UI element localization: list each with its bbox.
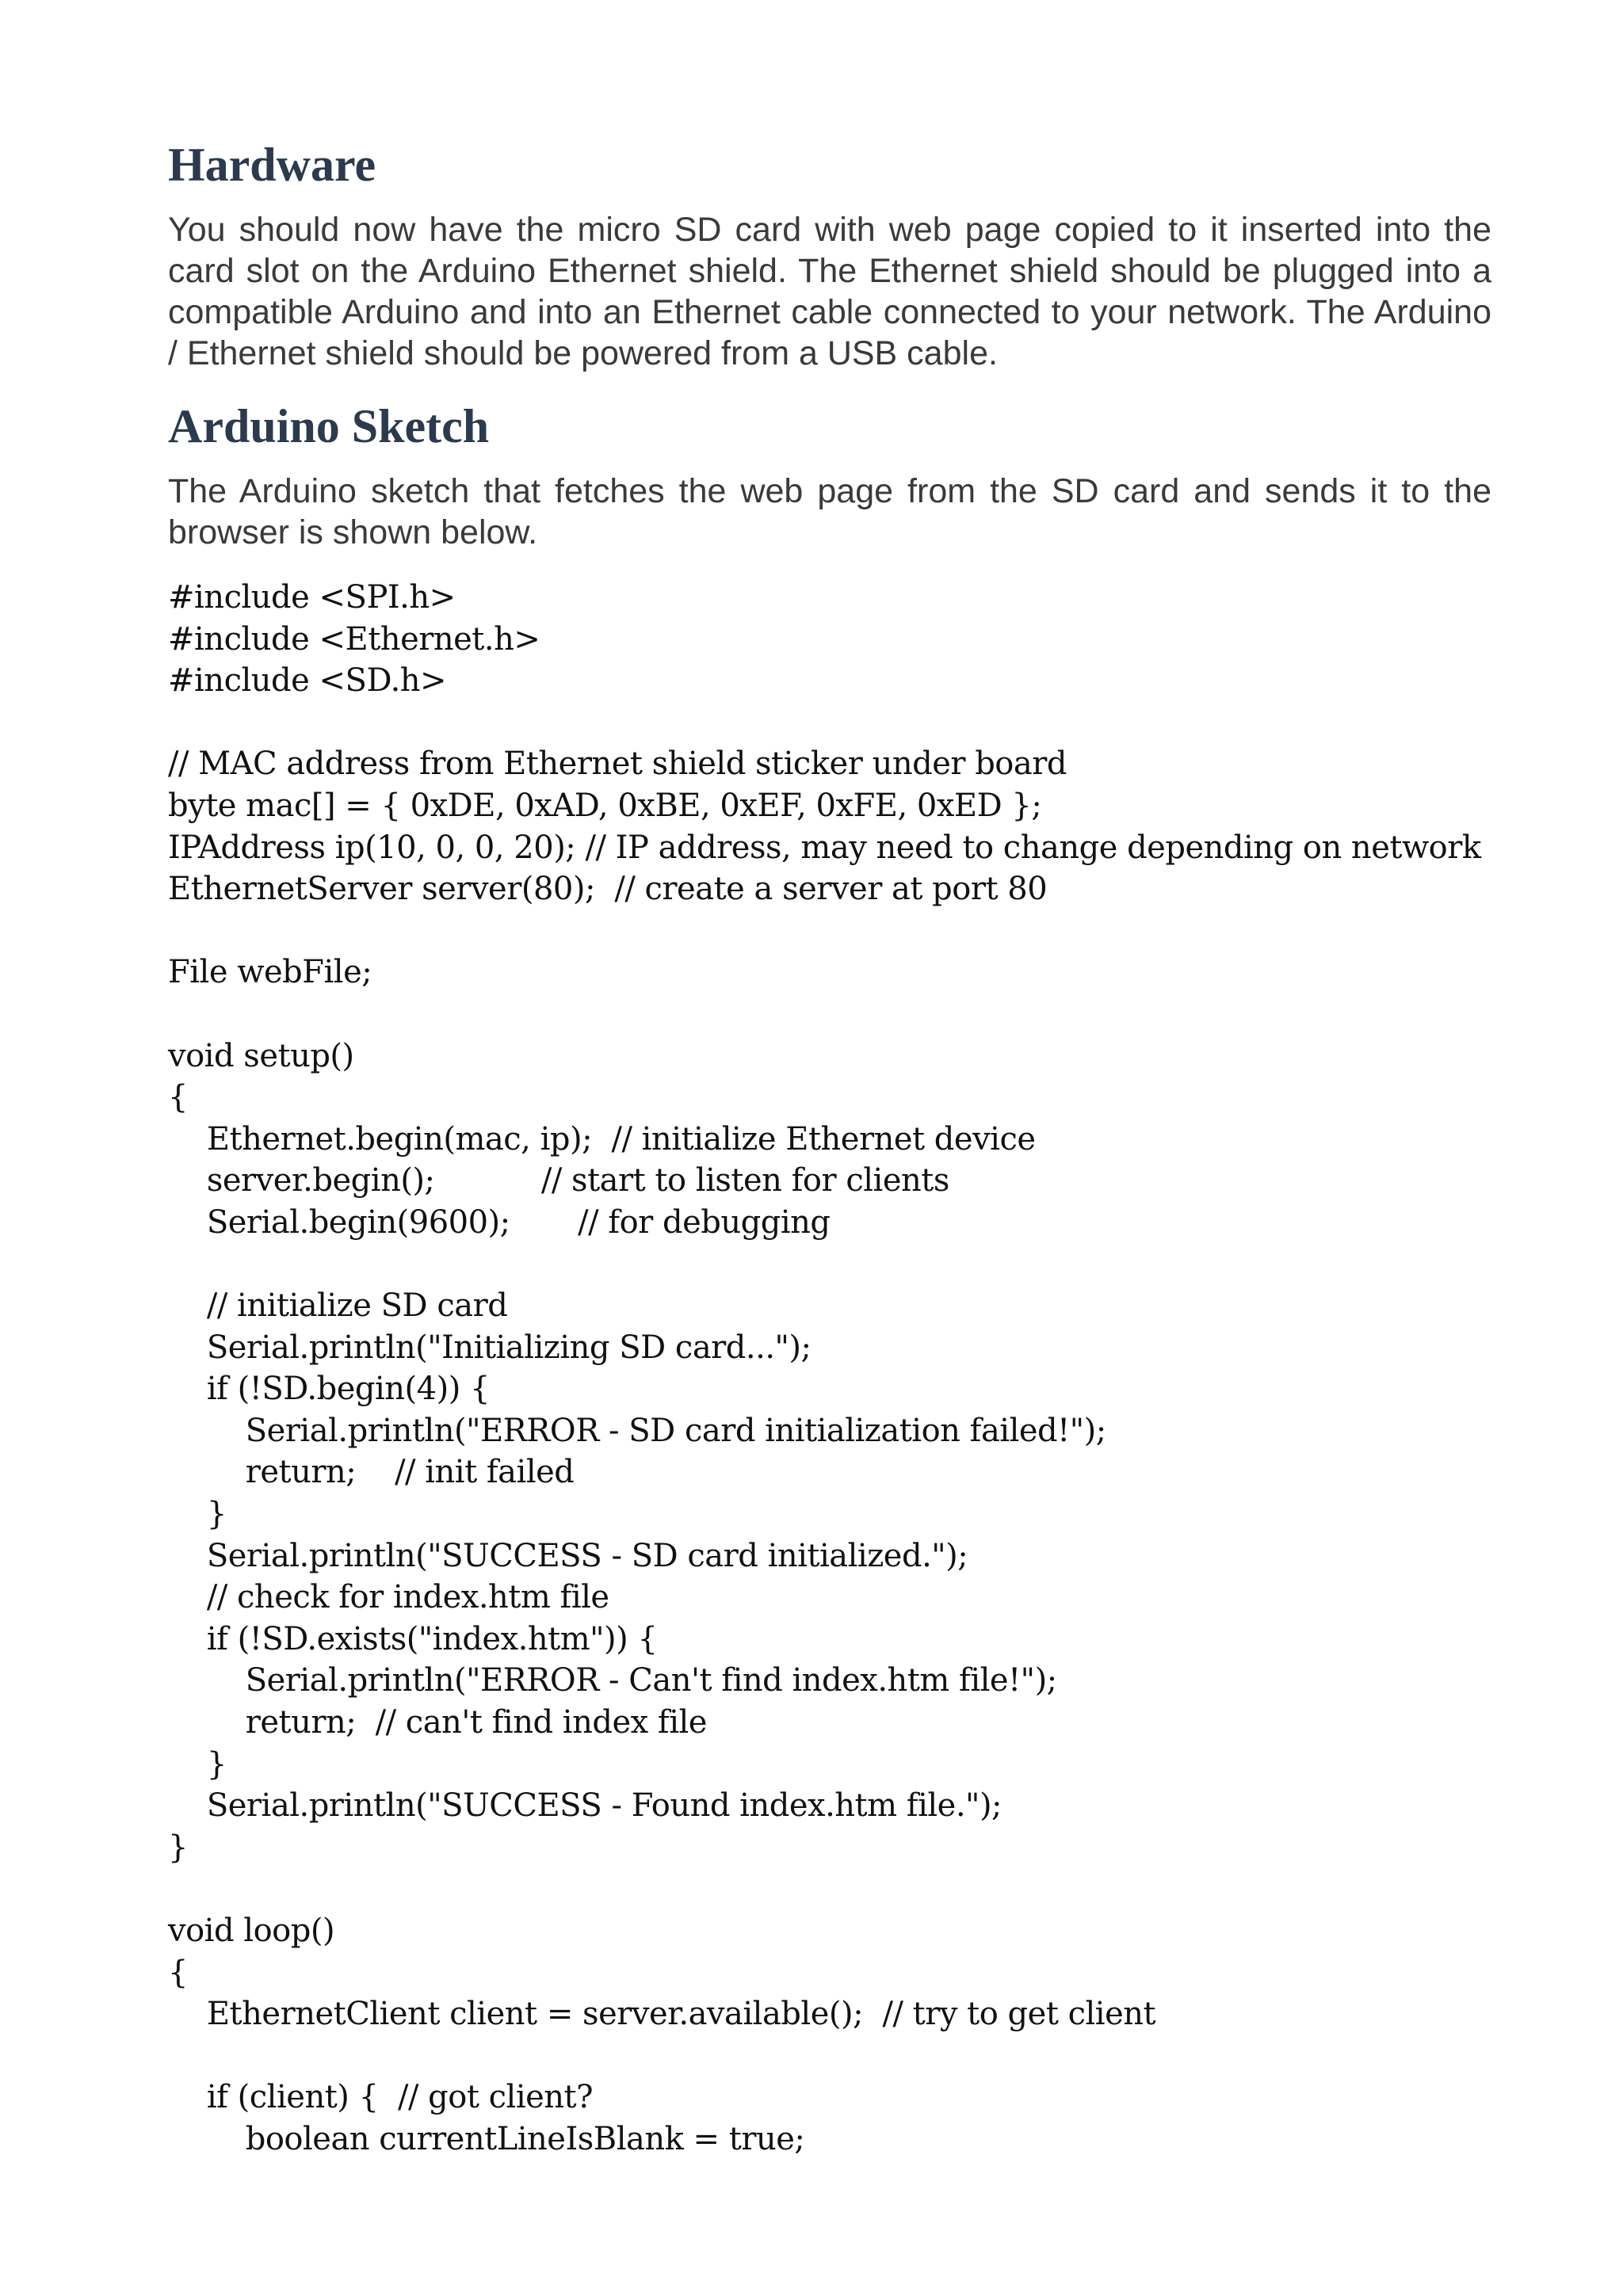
code-line: EthernetServer server(80); // create a server at port 80 xyxy=(168,871,1048,908)
heading-hardware: Hardware xyxy=(168,139,376,191)
code-line: void loop() xyxy=(168,1913,335,1949)
heading-arduino-sketch: Arduino Sketch xyxy=(168,400,490,452)
code-line: IPAddress ip(10, 0, 0, 20); // IP address, may need to change depending on network xyxy=(168,829,1481,866)
code-line: // MAC address from Ethernet shield sticker under board xyxy=(168,746,1067,783)
paragraph-sketch: The Arduino sketch that fetches the web page from the SD card and sends it to the browser is shown below. xyxy=(168,472,1491,551)
code-line xyxy=(168,2035,1594,2077)
code-line: #include <SD.h> xyxy=(168,662,447,700)
code-line xyxy=(168,994,1594,1035)
code-line: byte mac[] = { 0xDE, 0xAD, 0xBE, 0xEF, 0xFE, 0xED }; xyxy=(168,787,1042,824)
code-line: void setup() xyxy=(168,1037,354,1074)
code-line xyxy=(168,1244,1594,1286)
paragraph-hardware: You should now have the micro SD card with web page copied to it inserted into the card slot on the Arduino Ethernet shield. The Ethernet shield should be plugged into a compatible Arduino and into an Ethernet cable connected to your network. The Arduino / Ethernet shield should be powered from a USB cable. xyxy=(168,211,1491,372)
code-line: if (!SD.begin(4)) { xyxy=(168,1371,490,1408)
code-line: { xyxy=(168,1954,188,1991)
code-line: { xyxy=(168,1079,188,1116)
code-line: EthernetClient client = server.available(); // try to get client xyxy=(168,1996,1156,2033)
code-line: if (!SD.exists("index.htm")) { xyxy=(168,1620,658,1657)
code-line: Ethernet.begin(mac, ip); // initialize Ethernet device xyxy=(168,1120,1036,1158)
code-line: #include <SPI.h> xyxy=(168,579,456,616)
code-line xyxy=(168,910,1594,952)
code-line: // initialize SD card xyxy=(168,1287,508,1325)
code-line: Serial.println("ERROR - Can't find index.htm file!"); xyxy=(168,1662,1057,1699)
code-line xyxy=(168,702,1594,744)
code-line: server.begin(); // start to listen for clients xyxy=(168,1162,949,1199)
code-line: } xyxy=(168,1496,227,1533)
code-line: Serial.println("SUCCESS - SD card initialized."); xyxy=(168,1537,968,1574)
code-line: return; // init failed xyxy=(168,1454,575,1491)
code-line: return; // can't find index file xyxy=(168,1704,707,1741)
code-line xyxy=(168,1868,1594,1910)
code-line: boolean currentLineIsBlank = true; xyxy=(168,2120,805,2157)
code-line: Serial.begin(9600); // for debugging xyxy=(168,1203,831,1241)
code-line: File webFile; xyxy=(168,954,372,991)
code-line: } xyxy=(168,1829,188,1866)
code-line: Serial.println("ERROR - SD card initialization failed!"); xyxy=(168,1412,1106,1449)
code-line: Serial.println("SUCCESS - Found index.htm file."); xyxy=(168,1787,1002,1825)
code-line: if (client) { // got client? xyxy=(168,2079,594,2116)
code-listing xyxy=(168,577,1594,2161)
code-line: // check for index.htm file xyxy=(168,1579,609,1616)
code-line: Serial.println("Initializing SD card..."); xyxy=(168,1329,812,1366)
code-line: } xyxy=(168,1745,227,1783)
code-line: #include <Ethernet.h> xyxy=(168,620,540,658)
